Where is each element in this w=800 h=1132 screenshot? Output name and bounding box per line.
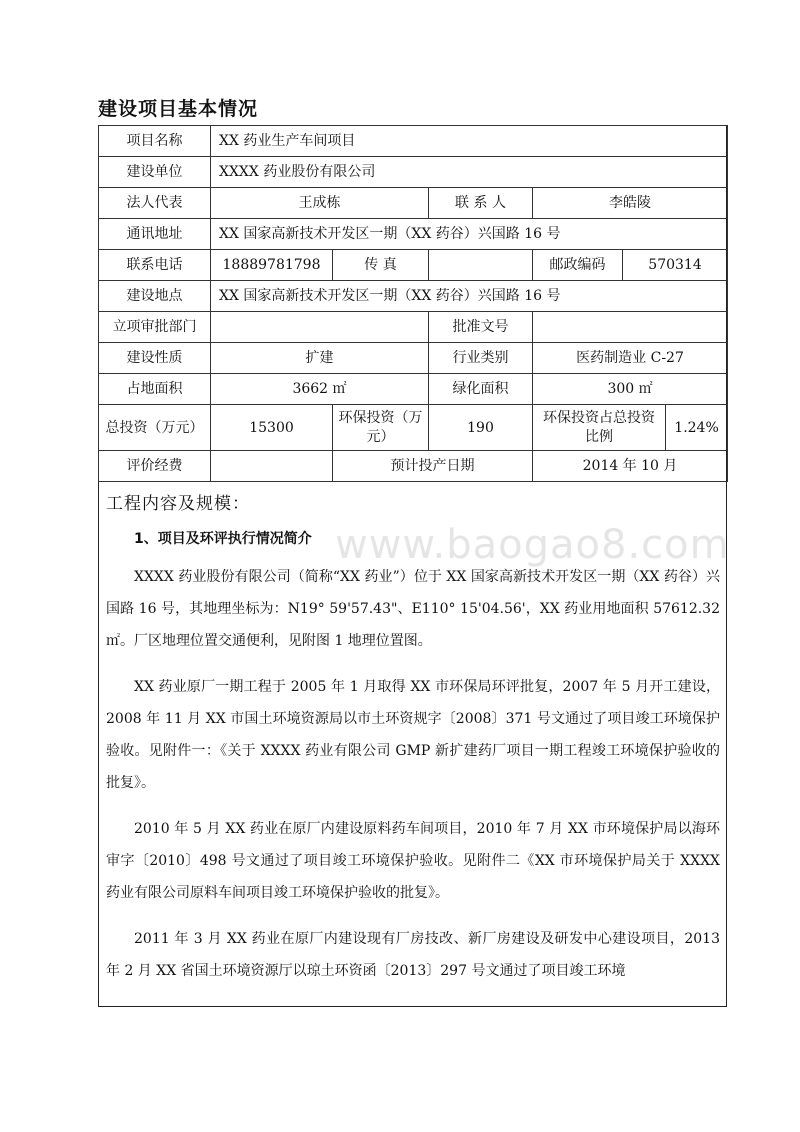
approval-no-label: 批准文号 bbox=[429, 312, 533, 343]
address-label: 通讯地址 bbox=[99, 219, 211, 250]
approval-dept-label: 立项审批部门 bbox=[99, 312, 211, 343]
table-row bbox=[99, 281, 728, 312]
site-label: 建设地点 bbox=[99, 281, 211, 312]
builder-label: 建设单位 bbox=[99, 157, 211, 188]
postcode-value: 570314 bbox=[623, 250, 728, 281]
document-title: 建设项目基本情况 bbox=[98, 98, 259, 120]
table-row bbox=[99, 405, 728, 451]
fax-label: 传 真 bbox=[333, 250, 429, 281]
watermark: www.baogao8.com bbox=[335, 522, 730, 568]
date-label: 预计投产日期 bbox=[333, 451, 533, 482]
green-value: 300 ㎡ bbox=[533, 374, 728, 405]
address-value: XX 国家高新技术开发区一期（XX 药谷）兴国路 16 号 bbox=[211, 219, 728, 250]
invest-value: 15300 bbox=[211, 405, 333, 451]
nature-value: 扩建 bbox=[211, 343, 429, 374]
paragraph: XXXX 药业股份有限公司（简称“XX 药业”）位于 XX 国家高新技术开发区一期（XX 药谷）兴国路 16 号，其地理坐标为：N19° 59'57.43"、E110° 15'04.56'，XX 药业用地面积 57612.32 ㎡。厂区地理位置交通便利，见附图 1 地理位置图。 bbox=[106, 569, 720, 649]
fax-value bbox=[429, 250, 533, 281]
scope-heading: 工程内容及规模： bbox=[106, 494, 250, 514]
table-row bbox=[99, 188, 728, 219]
section-title: 1、项目及环评执行情况简介 bbox=[134, 531, 312, 547]
project-name-label: 项目名称 bbox=[99, 126, 211, 157]
fee-label: 评价经费 bbox=[99, 451, 211, 482]
industry-label: 行业类别 bbox=[429, 343, 533, 374]
env-invest-label: 环保投资（万元） bbox=[333, 405, 429, 451]
paragraph: 2011 年 3 月 XX 药业在原厂内建设现有厂房技改、新厂房建设及研发中心建设项目，2013 年 2 月 XX 省国土环境资源厅以琼土环资函〔2013〕297 号文通过了项目竣工环境 bbox=[106, 931, 720, 979]
contact-label: 联 系 人 bbox=[429, 188, 533, 219]
approval-no-value bbox=[533, 312, 728, 343]
area-value: 3662 ㎡ bbox=[211, 374, 429, 405]
paragraph: 2010 年 5 月 XX 药业在原厂内建设原料药车间项目，2010 年 7 月 XX 市环境保护局以海环审字〔2010〕498 号文通过了项目竣工环境保护验收。见附件二《XX 市环境保护局关于 XXXX 药业有限公司原料车间项目竣工环境保护验收的批复》。 bbox=[106, 821, 720, 901]
table-row bbox=[99, 312, 728, 343]
site-value: XX 国家高新技术开发区一期（XX 药谷）兴国路 16 号 bbox=[211, 281, 728, 312]
legal-rep-value: 王成栋 bbox=[211, 188, 429, 219]
contact-value: 李皓陵 bbox=[533, 188, 728, 219]
approval-dept-value bbox=[211, 312, 429, 343]
table-row bbox=[99, 374, 728, 405]
invest-label: 总投资（万元） bbox=[99, 405, 211, 451]
body-content bbox=[106, 561, 720, 987]
postcode-label: 邮政编码 bbox=[533, 250, 623, 281]
table-row bbox=[99, 219, 728, 250]
table-row bbox=[99, 126, 728, 157]
fee-value bbox=[211, 451, 333, 482]
phone-label: 联系电话 bbox=[99, 250, 211, 281]
paragraph: XX 药业原厂一期工程于 2005 年 1 月取得 XX 市环保局环评批复，2007 年 5 月开工建设，2008 年 11 月 XX 市国土环境资源局以市土环资规字〔2008〕371 号文通过了项目竣工环境保护验收。见附件一：《关于 XXXX 药业有限公司 GMP 新扩建药厂项目一期工程竣工环境保护验收的批复》。 bbox=[106, 679, 720, 791]
table-row bbox=[99, 250, 728, 281]
builder-value: XXXX 药业股份有限公司 bbox=[211, 157, 728, 188]
legal-rep-label: 法人代表 bbox=[99, 188, 211, 219]
green-label: 绿化面积 bbox=[429, 374, 533, 405]
area-label: 占地面积 bbox=[99, 374, 211, 405]
table-row bbox=[99, 157, 728, 188]
project-info-table bbox=[98, 125, 728, 482]
env-invest-value: 190 bbox=[429, 405, 533, 451]
env-ratio-value: 1.24% bbox=[666, 405, 728, 451]
date-value: 2014 年 10 月 bbox=[533, 451, 728, 482]
env-ratio-label: 环保投资占总投资比例 bbox=[533, 405, 666, 451]
table-row bbox=[99, 451, 728, 482]
industry-value: 医药制造业 C-27 bbox=[533, 343, 728, 374]
phone-value: 18889781798 bbox=[211, 250, 333, 281]
project-name-value: XX 药业生产车间项目 bbox=[211, 126, 728, 157]
nature-label: 建设性质 bbox=[99, 343, 211, 374]
table-row bbox=[99, 343, 728, 374]
